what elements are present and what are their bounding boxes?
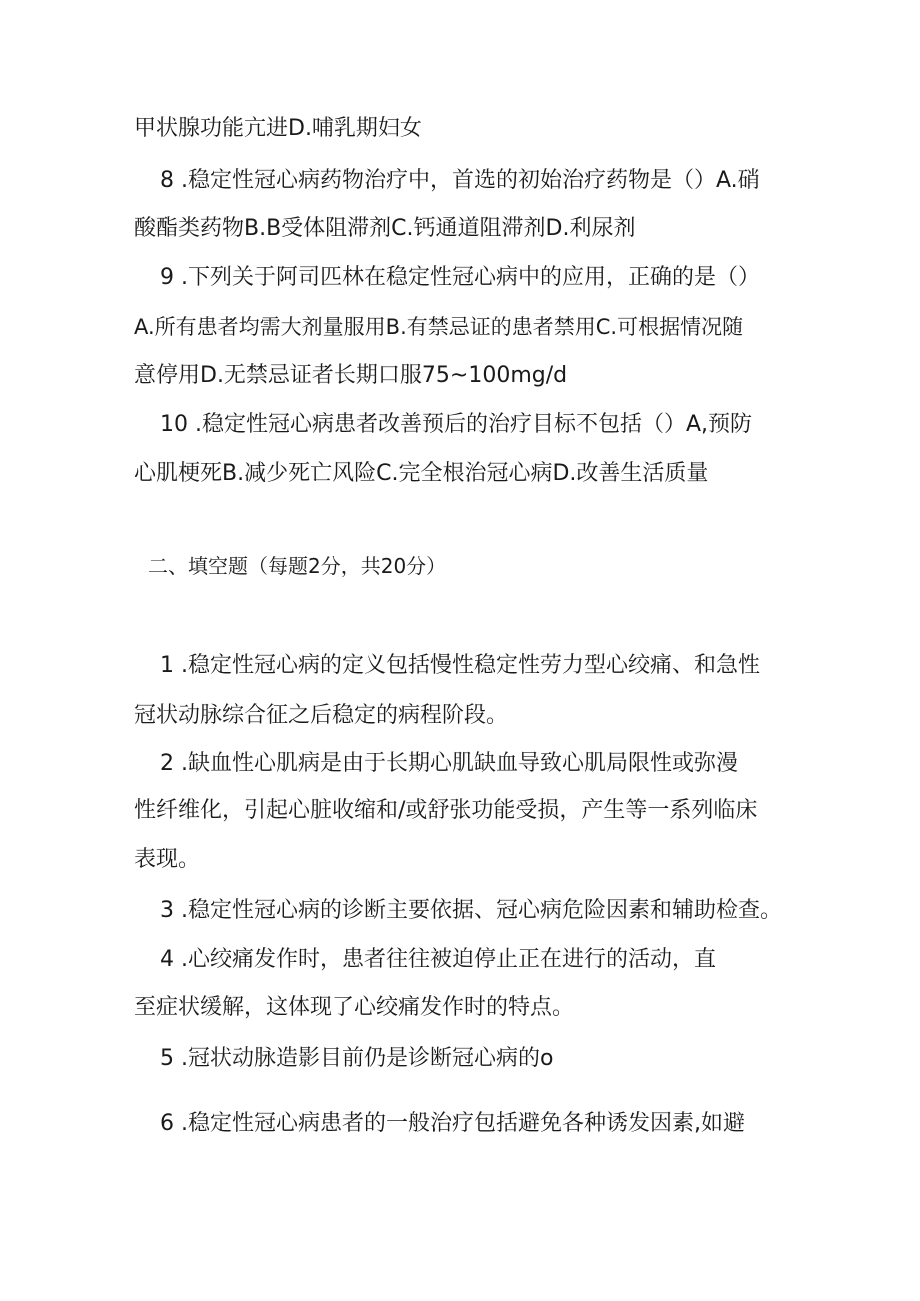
fill-4-line-2: 至症状缓解，这体现了心绞痛发作时的特点。 — [134, 995, 575, 1020]
fill-5-line-1: 5 .冠状动脉造影目前仍是诊断冠心病的o — [160, 1046, 554, 1071]
fill-4-line-1: 4 .心绞痛发作时，患者往往被迫停止正在进行的活动，直 — [160, 947, 716, 972]
question-8-line-1: 8 .稳定性冠心病药物治疗中，首选的初始治疗药物是（）A.硝 — [160, 168, 760, 193]
fill-2-line-1: 2 .缺血性心肌病是由于长期心肌缺血导致心肌局限性或弥漫 — [160, 751, 738, 776]
question-10-line-1: 10 .稳定性冠心病患者改善预后的治疗目标不包括（）A,预防 — [160, 412, 753, 437]
question-9-line-3: 意停用D.无禁忌证者长期口服75~100mg/d — [134, 363, 568, 388]
fill-2-line-2: 性纤维化，引起心脏收缩和/或舒张功能受损，产生等一系列临床 — [134, 798, 758, 823]
question-8-line-2: 酸酯类药物B.B受体阻滞剂C.钙通道阻滞剂D.利尿剂 — [134, 216, 636, 241]
fill-2-line-3: 表现。 — [134, 847, 201, 872]
section-heading-fill-in: 二、填空题（每题2分，共20分） — [148, 554, 447, 578]
question-10-line-2: 心肌梗死B.减少死亡风险C.完全根治冠心病D.改善生活质量 — [134, 461, 709, 486]
question-9-line-2: A.所有患者均需大剂量服用B.有禁忌证的患者禁用C.可根据情况随 — [134, 315, 744, 339]
fill-1-line-2: 冠状动脉综合征之后稳定的病程阶段。 — [134, 703, 509, 728]
fill-1-line-1: 1 .稳定性冠心病的定义包括慢性稳定性劳力型心绞痛、和急性 — [160, 653, 760, 678]
question-9-line-1: 9 .下列关于阿司匹林在稳定性冠心病中的应用，正确的是（） — [160, 265, 760, 290]
fill-6-line-1: 6 .稳定性冠心病患者的一般治疗包括避免各种诱发因素,如避 — [160, 1111, 745, 1136]
text-line-1: 甲状腺功能亢进D.哺乳期妇女 — [134, 116, 422, 141]
fill-3-line-1: 3 .稳定性冠心病的诊断主要依据、冠心病危险因素和辅助检查。 — [160, 898, 782, 923]
